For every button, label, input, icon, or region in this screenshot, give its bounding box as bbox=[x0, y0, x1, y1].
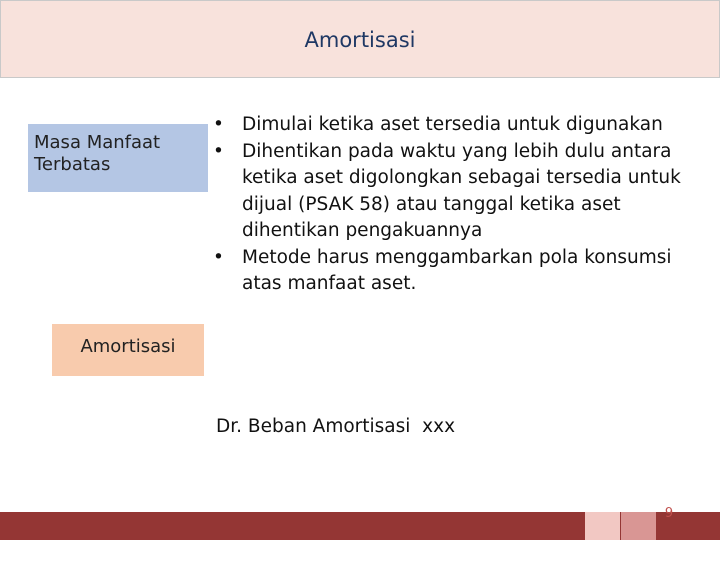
bullet-item bbox=[212, 245, 710, 298]
journal-debit-line: Dr. Beban Amortisasi xxx bbox=[216, 416, 456, 437]
bullet-item bbox=[212, 112, 710, 139]
bullet-text: Metode harus menggambarkan pola konsumsi atas manfaat aset. bbox=[242, 246, 672, 294]
bullet-text: Dihentikan pada waktu yang lebih dulu antara ketika aset digolongkan sebagai tersedia untuk dijual (PSAK 58) atau tanggal ketika aset dihentikan pengakuannya bbox=[242, 140, 681, 241]
bullet-icon: • bbox=[213, 114, 224, 135]
journal-entry bbox=[216, 342, 597, 580]
bullet-icon: • bbox=[213, 140, 224, 162]
amortisasi-label: Amortisasi bbox=[52, 324, 204, 376]
footer-square-medium bbox=[621, 512, 656, 540]
page-number: 9 bbox=[664, 506, 674, 521]
footer-square-light bbox=[585, 512, 620, 540]
slide-title: Amortisasi bbox=[304, 28, 416, 52]
bullet-item bbox=[212, 139, 710, 245]
masa-manfaat-label: Masa Manfaat Terbatas bbox=[28, 124, 208, 192]
bullet-icon: • bbox=[213, 246, 224, 268]
bullet-text: Dimulai ketika aset tersedia untuk digunakan bbox=[242, 114, 663, 135]
bullet-list bbox=[212, 112, 710, 298]
